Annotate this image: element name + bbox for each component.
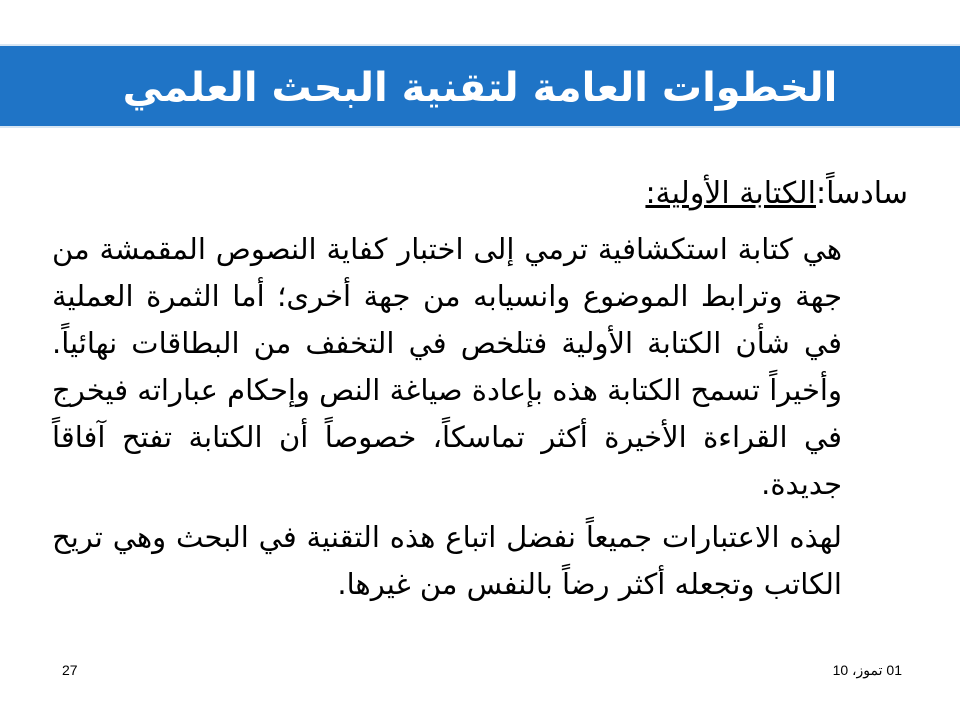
section-heading (645, 168, 908, 220)
heading-prefix: سادساً: (815, 176, 908, 211)
heading-underlined: الكتابة الأولية: (645, 176, 816, 211)
footer-date: 01 تموز، 10 (832, 662, 902, 678)
paragraph-1: هي كتابة استكشافية ترمي إلى اختبار كفاية النصوص المقمشة من جهة وترابط الموضوع وانسيابه من جهة أخرى؛ أما الثمرة العملية في شأن الكتابة الأولية فتلخص في التخفف من البطاقات نهائياً. وأخيراً تسمح الكتابة هذه بإعادة صياغة النص وإحكام عباراته فيخرج في القراءة الأخيرة أكثر تماسكاً، خصوصاً أن الكتابة تفتح آفاقاً جديدة. (52, 232, 842, 501)
page-number: 27 (62, 662, 78, 678)
slide-title: الخطوات العامة لتقنية البحث العلمي (122, 65, 838, 111)
title-bar (0, 44, 960, 128)
paragraph-2: لهذه الاعتبارات جميعاً نفضل اتباع هذه التقنية في البحث وهي تريح الكاتب وتجعله أكثر رضاً بالنفس من غيرها. (52, 520, 842, 601)
